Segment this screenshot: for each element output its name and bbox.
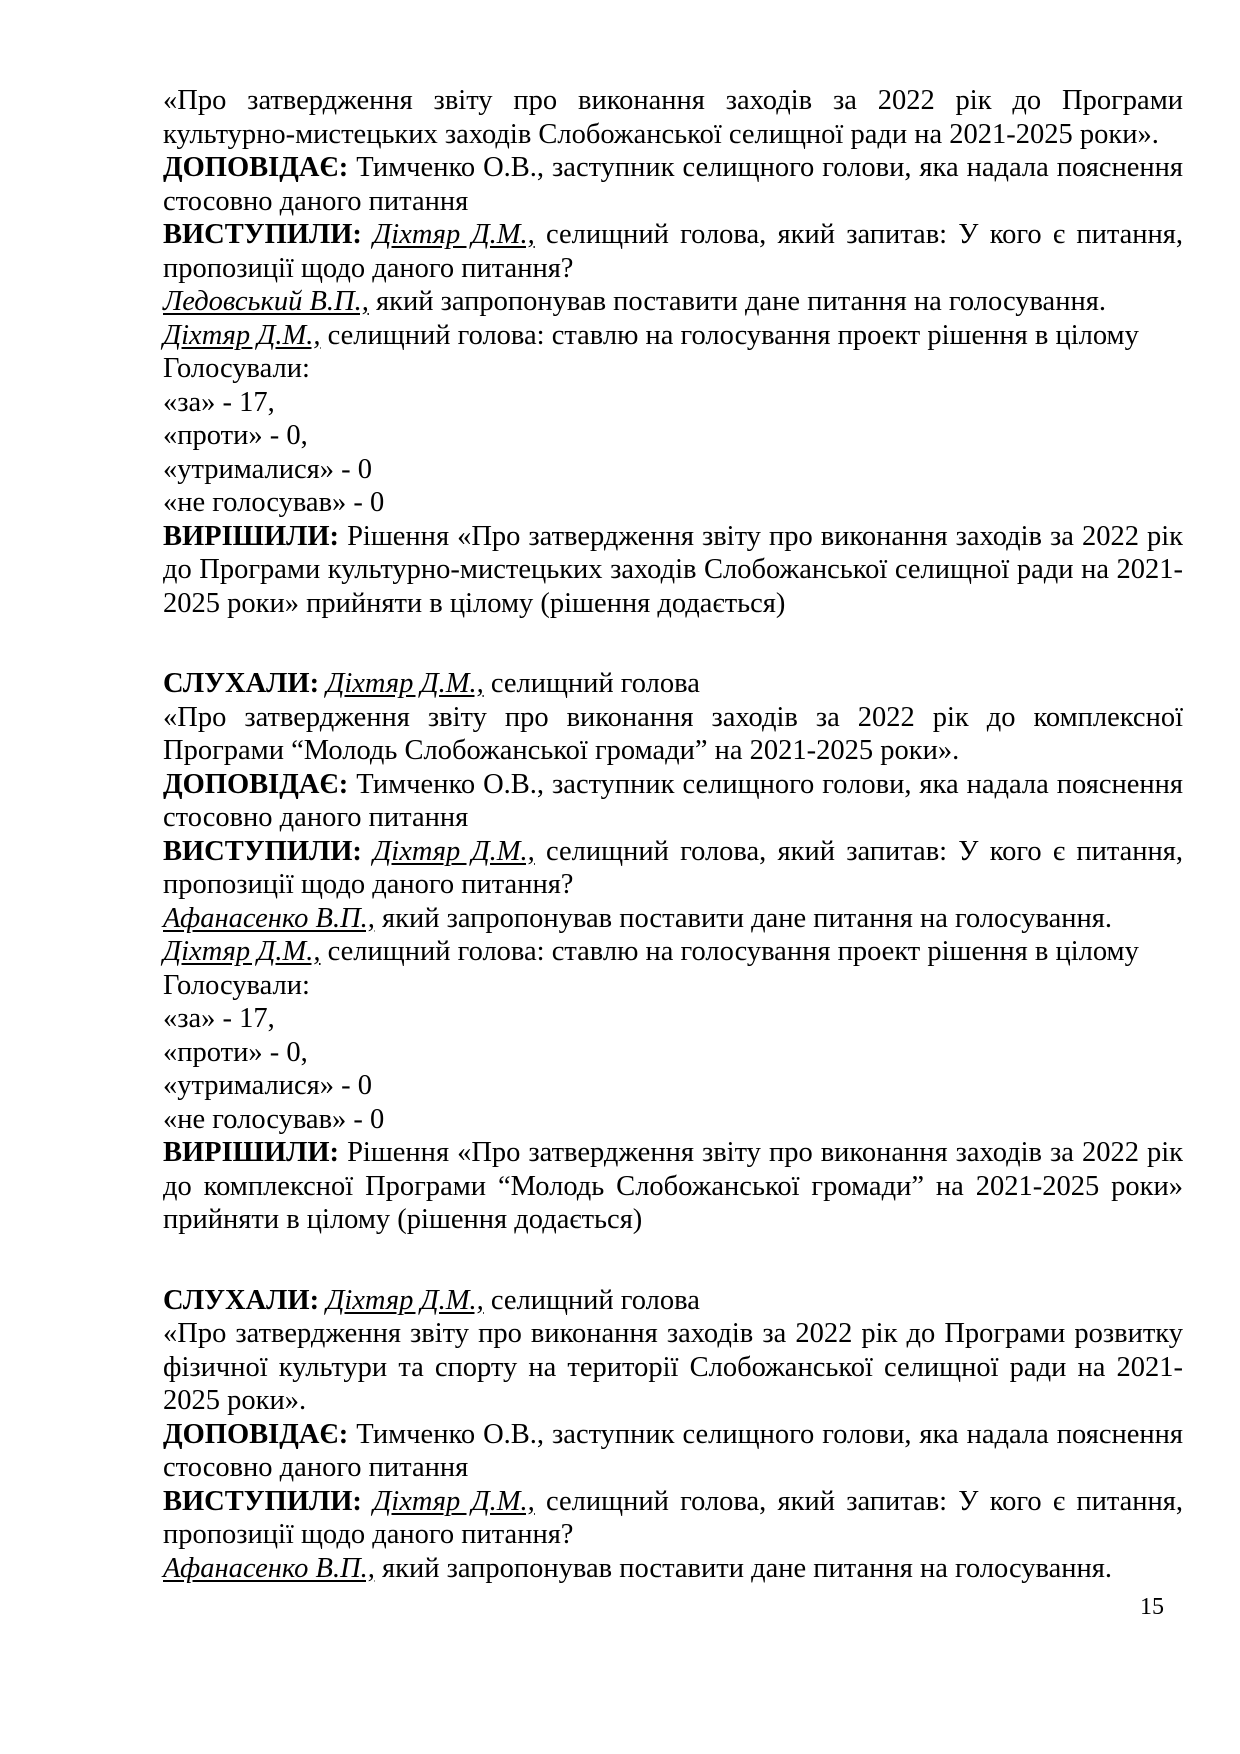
proposer-name: Ледовський В.П., <box>163 286 369 317</box>
decision-text: Рішення «Про затвердження звіту про виконання заходів за 2022 рік до комплексної Програми “Молодь Слобожанської громади” на 2021-2025 роки» прийняти в цілому (рішення додається) <box>163 1137 1183 1235</box>
proposed-text: який запропонував поставити дане питання на голосування. <box>374 902 1112 934</box>
topic-1: «Про затвердження звіту про виконання заходів за 2022 рік до Програми культурно-мистецьких заходів Слобожанської селищної ради на 2021-2025 роки». <box>163 85 1183 150</box>
speaker-name: Діхтяр Д.М., <box>326 1284 484 1316</box>
section-gap <box>163 1237 1183 1284</box>
vote-not-voted: «не голосував» - 0 <box>163 487 385 518</box>
reports-label: ДОПОВІДАЄ: <box>163 152 349 183</box>
put-to-vote-1 <box>163 319 1183 353</box>
reporter-text: Тимченко О.В., заступник селищного голови, яка надала пояснення стосовно даного питання <box>163 768 1183 833</box>
vote-for: «за» - 17, <box>163 1003 275 1034</box>
heard-3 <box>163 1284 1183 1318</box>
asked-text: селищний голова, який запитав: У кого є питання, пропозиції щодо даного питання? <box>163 835 1184 900</box>
proposer-name: Афанасенко В.П., <box>163 1552 375 1584</box>
vote-against: «проти» - 0, <box>163 1036 308 1068</box>
chair-name: Діхтяр Д.М., <box>163 936 321 967</box>
vote-not-voted: «не голосував» - 0 <box>163 1103 385 1135</box>
report-3 <box>163 1418 1183 1485</box>
report-2 <box>163 768 1183 835</box>
document-page <box>163 84 1183 1585</box>
vote-abstained: «утрималися» - 0 <box>163 453 373 485</box>
page-number: 15 <box>1140 1594 1164 1620</box>
put-to-vote-2 <box>163 935 1183 969</box>
vote-abstained: «утрималися» - 0 <box>163 1070 373 1101</box>
voted-label: Голосували: <box>163 969 310 1001</box>
proposal-1 <box>163 285 1183 319</box>
proposer-name: Афанасенко В.П., <box>163 902 375 934</box>
reports-label: ДОПОВІДАЄ: <box>163 768 349 800</box>
spoke-3 <box>163 1485 1183 1552</box>
decided-label: ВИРІШИЛИ: <box>163 1137 340 1168</box>
heard-label: СЛУХАЛИ: <box>163 668 320 699</box>
spoke-label: ВИСТУПИЛИ: <box>163 835 362 867</box>
chair-name: Діхтяр Д.М., <box>163 319 321 351</box>
voted-label: Голосували: <box>163 353 310 384</box>
speaker-name: Діхтяр Д.М., <box>373 835 535 867</box>
speaker-name: Діхтяр Д.М., <box>326 668 484 699</box>
decision-text: Рішення «Про затвердження звіту про виконання заходів за 2022 рік до Програми культурно-мистецьких заходів Слобожанської селищної ради на 2021-2025 роки» прийняти в цілому (рішення додається) <box>163 520 1183 619</box>
spoke-label: ВИСТУПИЛИ: <box>163 219 362 250</box>
heard-label: СЛУХАЛИ: <box>163 1284 320 1316</box>
vote-for: «за» - 17, <box>163 386 275 418</box>
spoke-2 <box>163 835 1183 902</box>
reports-label: ДОПОВІДАЄ: <box>163 1418 349 1450</box>
decision-1 <box>163 520 1183 621</box>
decision-2 <box>163 1136 1183 1237</box>
report-1 <box>163 151 1183 218</box>
reporter-text: Тимченко О.В., заступник селищного голови, яка надала пояснення стосовно даного питання <box>163 152 1183 217</box>
asked-text: селищний голова, який запитав: У кого є питання, пропозиції щодо даного питання? <box>163 219 1184 284</box>
vote-against: «проти» - 0, <box>163 420 308 451</box>
decided-label: ВИРІШИЛИ: <box>163 520 340 552</box>
heard-2 <box>163 667 1183 701</box>
head-text: селищний голова <box>483 668 700 699</box>
asked-text: селищний голова, який запитав: У кого є питання, пропозиції щодо даного питання? <box>163 1485 1184 1550</box>
head-text: селищний голова <box>483 1284 700 1316</box>
speaker-name: Діхтяр Д.М., <box>373 1485 535 1517</box>
section-gap <box>163 620 1183 667</box>
proposed-text: який запропонував поставити дане питання на голосування. <box>374 1552 1112 1584</box>
proposal-3 <box>163 1552 1183 1586</box>
spoke-1 <box>163 218 1183 285</box>
put-to-vote-text: селищний голова: ставлю на голосування проект рішення в цілому <box>320 319 1139 351</box>
put-to-vote-text: селищний голова: ставлю на голосування проект рішення в цілому <box>320 936 1139 967</box>
reporter-text: Тимченко О.В., заступник селищного голови, яка надала пояснення стосовно даного питання <box>163 1418 1183 1483</box>
spoke-label: ВИСТУПИЛИ: <box>163 1485 362 1517</box>
proposed-text: який запропонував поставити дане питання на голосування. <box>368 286 1106 317</box>
topic-2: «Про затвердження звіту про виконання заходів за 2022 рік до комплексної Програми “Молодь Слобожанської громади” на 2021-2025 роки». <box>163 701 1183 766</box>
speaker-name: Діхтяр Д.М., <box>373 219 535 250</box>
topic-3: «Про затвердження звіту про виконання заходів за 2022 рік до Програми розвитку фізичної культури та спорту на території Слобожанської селищної ради на 2021-2025 роки». <box>163 1318 1183 1416</box>
proposal-2 <box>163 902 1183 936</box>
